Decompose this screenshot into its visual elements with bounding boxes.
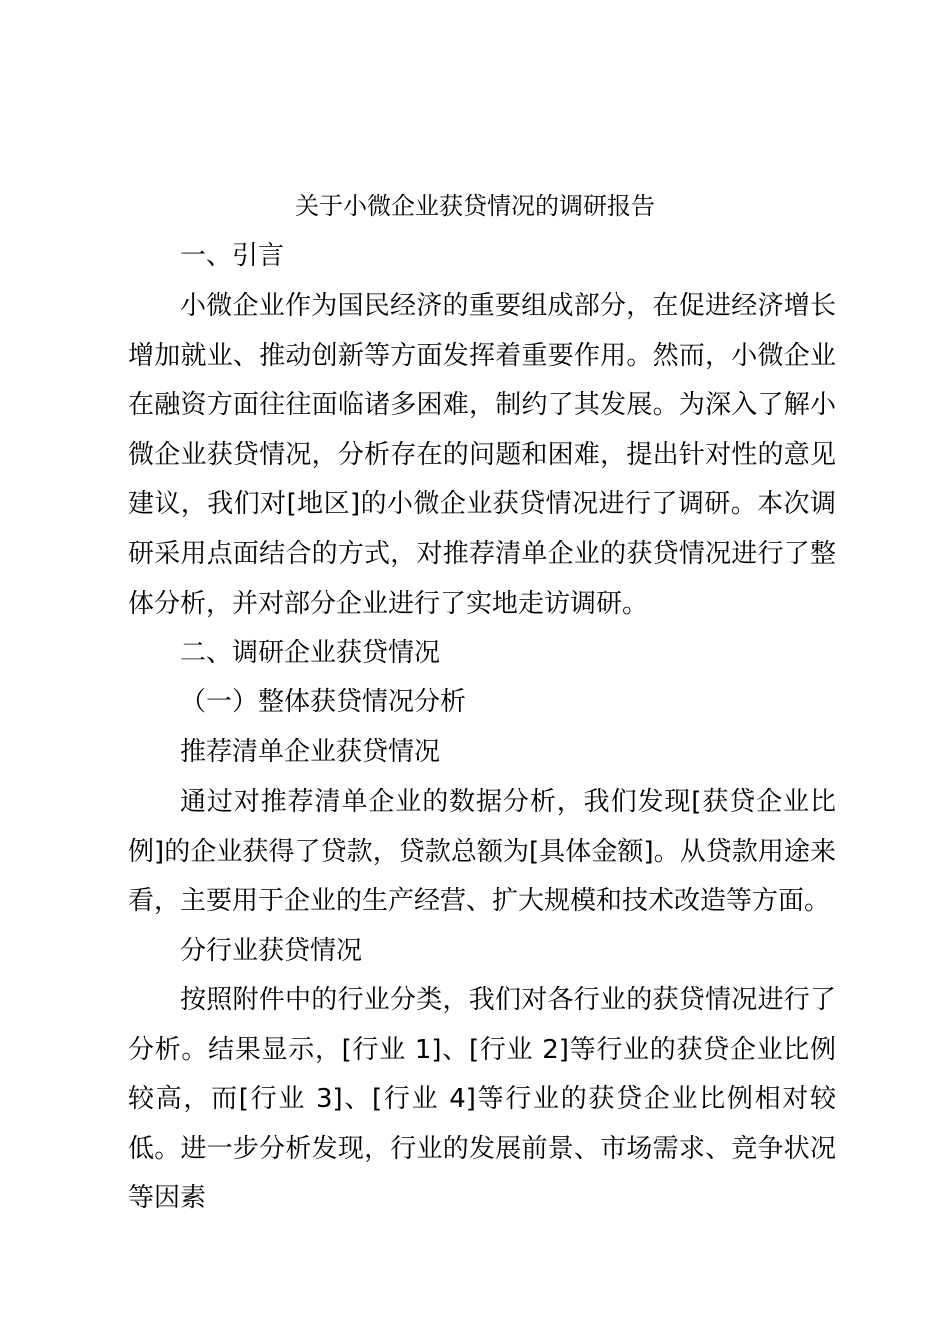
- paragraph-recommended-list: 通过对推荐清单企业的数据分析，我们发现[获贷企业比例]的企业获得了贷款，贷款总额为[具体金额]。从贷款用途来看，主要用于企业的生产经营、扩大规模和技术改造等方面。: [128, 787, 836, 917]
- paragraph-introduction: 小微企业作为国民经济的重要组成部分，在促进经济增长增加就业、推动创新等方面发挥着重要作用。然而，小微企业在融资方面往往面临诸多困难，制约了其发展。为深入了解小微企业获贷情况，分析存在的问题和困难，提出针对性的意见建议，我们对[地区]的小微企业获贷情况进行了调研。本次调研采用点面结合的方式，对推荐清单企业的获贷情况进行了整体分析，并对部分企业进行了实地走访调研。: [128, 291, 836, 619]
- section-heading-loan-status: 二、调研企业获贷情况: [180, 638, 441, 668]
- paragraph-by-industry: 按照附件中的行业分类，我们对各行业的获贷情况进行了分析。结果显示，[行业 1]、[行业 2]等行业的获贷企业比例较高，而[行业 3]、[行业 4]等行业的获贷企业比例相对较低。进一步分析发现，行业的发展前景、市场需求、竞争状况等因素: [128, 985, 836, 1214]
- topic-heading-recommended-list: 推荐清单企业获贷情况: [180, 737, 441, 767]
- topic-heading-by-industry: 分行业获贷情况: [180, 936, 363, 966]
- document-title: 关于小微企业获贷情况的调研报告: [295, 192, 655, 220]
- section-heading-introduction: 一、引言: [180, 241, 285, 271]
- subsection-heading-overall-analysis: （一）整体获贷情况分析: [180, 687, 467, 717]
